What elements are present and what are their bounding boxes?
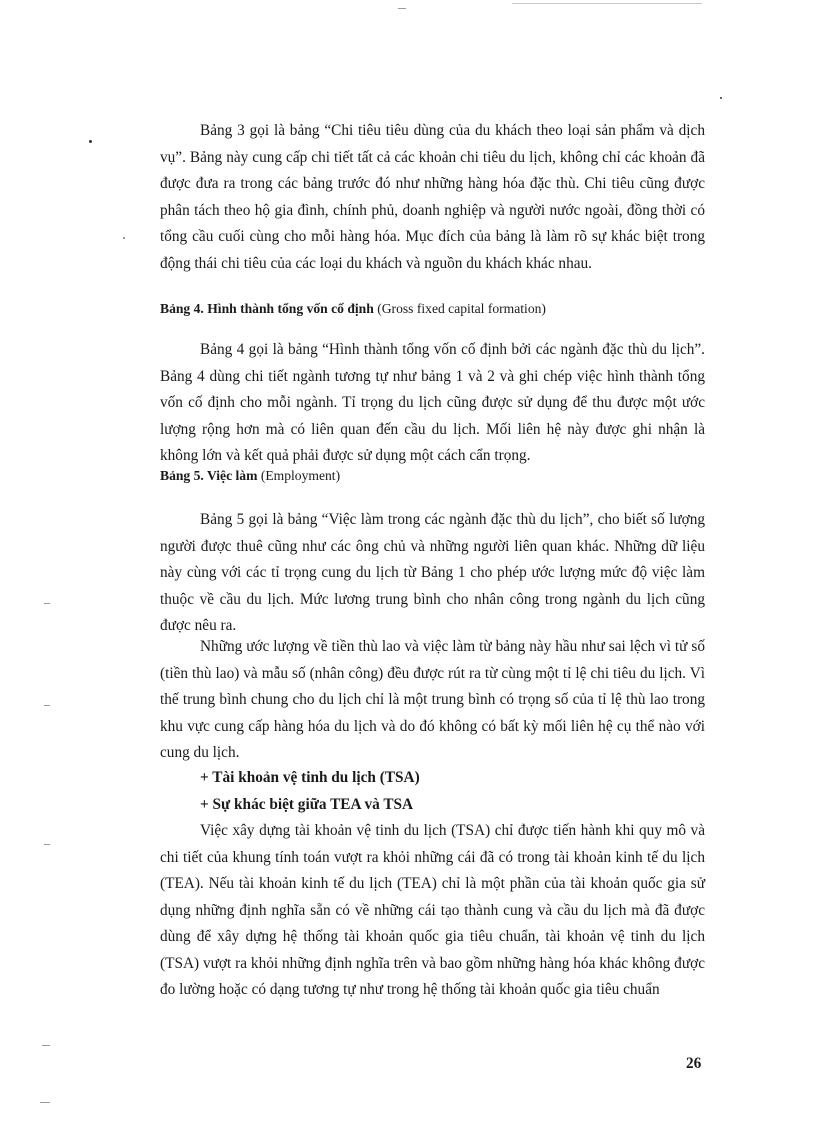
paragraph-table3 — [160, 118, 705, 277]
heading-table5-bold: Bảng 5. Việc làm — [160, 468, 258, 483]
paragraph-tsa — [160, 818, 705, 1004]
paragraph-table4 — [160, 337, 705, 470]
paragraph-table5 — [160, 507, 705, 640]
bullet-tsa: + Tài khoản vệ tinh du lịch (TSA) — [200, 769, 420, 786]
heading-table5-rest: (Employment) — [257, 468, 341, 483]
heading-table4-bold: Bảng 4. Hình thành tổng vốn cố định — [160, 301, 374, 316]
scan-mark-left-2 — [44, 705, 50, 706]
scan-mark-left-3 — [44, 844, 50, 845]
scan-mark-left-1 — [44, 603, 50, 604]
paragraph-text: Bảng 5 gọi là bảng “Việc làm trong các ngành đặc thù du lịch”, cho biết số lượng người được thuê cũng như các ông chủ và những người liên quan khác. Những dữ liệu này cùng với các tỉ trọng cung du lịch từ Bảng 1 cho phép ước lượng mức độ việc làm thuộc về cầu du lịch. Mức lương trung bình cho nhân công trong ngành du lịch cũng được nêu ra. — [160, 511, 705, 634]
scan-dot-left-2 — [123, 237, 125, 239]
scan-dot-left — [89, 140, 92, 143]
page-number: 26 — [686, 1055, 702, 1072]
paragraph-text: Những ước lượng về tiền thù lao và việc làm từ bảng này hầu như sai lệch vì tử số (tiền thù lao) và mẫu số (nhân công) đều được rút ra từ cùng một tỉ lệ chi tiêu du lịch. Vì thế trung bình chung cho du lịch chỉ là một trung bình có trọng số của tỉ lệ thù lao trong khu vực cung cấp hàng hóa du lịch và do đó không có bất kỳ mối liên hệ cụ thể nào với cung du lịch. — [160, 638, 705, 761]
scan-mark-top — [398, 8, 406, 9]
paragraph-text: Bảng 3 gọi là bảng “Chi tiêu tiêu dùng của du khách theo loại sản phẩm và dịch vụ”. Bảng này cung cấp chi tiết tất cả các khoản chi tiêu du lịch, không chỉ các khoản đã được đưa ra trong các bảng trước đó như những hàng hóa đặc thù. Chi tiêu cũng được phân tách theo hộ gia đình, chính phủ, doanh nghiệp và người nước ngoài, đồng thời có tổng cầu cuối cùng cho mỗi hàng hóa. Mục đích của bảng là làm rõ sự khác biệt trong động thái chi tiêu của các loại du khách và nguồn du khách khác nhau. — [160, 122, 705, 272]
heading-table5 — [160, 467, 720, 485]
heading-table4-rest: (Gross fixed capital formation) — [373, 301, 546, 316]
heading-table4 — [160, 300, 720, 318]
paragraph-text: Việc xây dựng tài khoản vệ tinh du lịch (TSA) chỉ được tiến hành khi quy mô và chi tiết của khung tính toán vượt ra khỏi những cái đã có trong tài khoản kinh tế du lịch (TEA). Nếu tài khoản kinh tế du lịch (TEA) chỉ là một phần của tài khoản quốc gia sử dụng những định nghĩa sẵn có về những cái tạo thành cung và cầu du lịch mà đã được dùng để xây dựng hệ thống tài khoản quốc gia tiêu chuẩn, tài khoản vệ tinh du lịch (TSA) vượt ra khỏi những định nghĩa trên và bao gồm những hàng hóa khác không được đo lường hoặc có dạng tương tự như trong hệ thống tài khoản quốc gia tiêu chuẩn — [160, 822, 705, 998]
scan-mark-top-right — [512, 3, 702, 4]
scan-mark-left-5 — [40, 1102, 50, 1103]
scan-dot-right — [720, 97, 722, 99]
paragraph-text: Bảng 4 gọi là bảng “Hình thành tổng vốn cố định bởi các ngành đặc thù du lịch”. Bảng 4 dùng chi tiết ngành tương tự như bảng 1 và 2 và ghi chép việc hình thành tổng vốn cố định cho mỗi ngành. Tỉ trọng du lịch cũng được sử dụng để thu được một ước lượng rộng hơn mà có liên quan đến cầu du lịch. Mối liên hệ này được ghi nhận là không lớn và kết quả phải được sử dụng một cách cẩn trọng. — [160, 341, 705, 464]
scan-mark-left-4 — [42, 1045, 50, 1046]
paragraph-estimates — [160, 634, 705, 767]
bullet-tea-vs-tsa: + Sự khác biệt giữa TEA và TSA — [200, 796, 414, 813]
